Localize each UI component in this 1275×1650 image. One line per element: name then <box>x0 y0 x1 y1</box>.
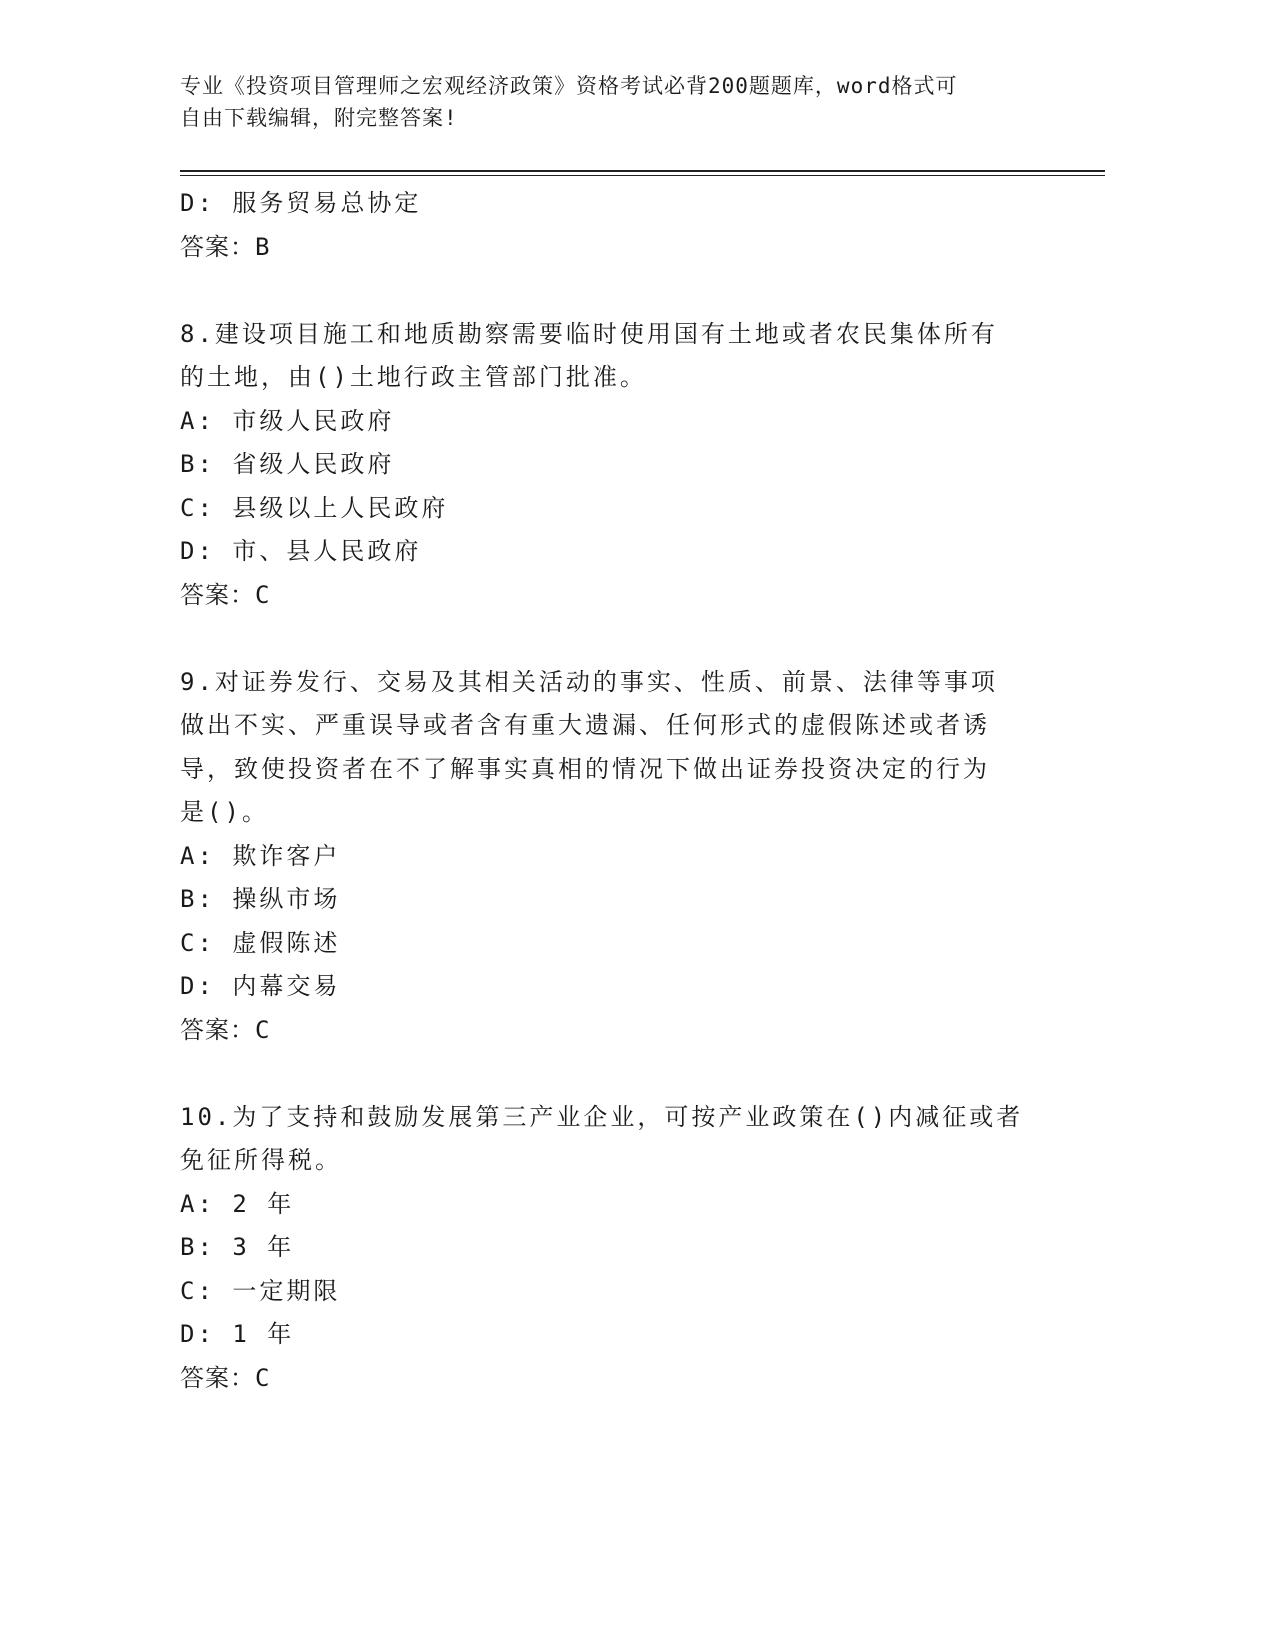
option-c: C: 县级以上人民政府 <box>180 493 449 522</box>
option-b: B: 省级人民政府 <box>180 450 395 478</box>
option-a: A: 2 年 <box>180 1189 295 1218</box>
answer-value: B <box>255 232 271 261</box>
answer-label: 答案： <box>180 580 255 609</box>
answer-value: C <box>255 1015 271 1044</box>
answer-line <box>180 226 1040 270</box>
header-line-1: 专业《投资项目管理师之宏观经济政策》资格考试必背200题题库，word格式可 <box>180 74 958 98</box>
option-d: D: 服务贸易总协定 <box>180 189 422 217</box>
answer-line <box>180 1009 1040 1053</box>
question-9 <box>180 661 1040 1053</box>
option-a: A: 市级人民政府 <box>180 406 395 435</box>
question-stem: 做出不实、严重误导或者含有重大遗漏、任何形式的虚假陈述或者诱 <box>180 711 990 739</box>
option-c: C: 虚假陈述 <box>180 928 341 957</box>
question-7-tail <box>180 182 1040 269</box>
header-rule-bottom <box>180 175 1105 176</box>
answer-line <box>180 1357 1040 1401</box>
document-header <box>180 70 1040 134</box>
question-stem: 8.建设项目施工和地质勘察需要临时使用国有土地或者农民集体所有 <box>180 319 998 348</box>
spacer <box>180 1052 1040 1096</box>
question-stem: 导，致使投资者在不了解事实真相的情况下做出证券投资决定的行为 <box>180 754 990 783</box>
option-c: C: 一定期限 <box>180 1276 341 1305</box>
answer-label: 答案： <box>180 1015 255 1044</box>
header-line-2: 自由下载编辑，附完整答案! <box>180 106 458 130</box>
question-stem: 的土地，由()土地行政主管部门批准。 <box>180 363 647 391</box>
spacer <box>180 269 1040 313</box>
option-a: A: 欺诈客户 <box>180 841 341 870</box>
option-b: B: 3 年 <box>180 1233 295 1261</box>
header-rule-top <box>180 170 1105 172</box>
question-stem: 9.对证券发行、交易及其相关活动的事实、性质、前景、法律等事项 <box>180 667 998 696</box>
answer-value: C <box>255 580 271 609</box>
answer-line <box>180 574 1040 618</box>
question-8 <box>180 313 1040 618</box>
option-b: B: 操纵市场 <box>180 885 341 913</box>
spacer <box>180 617 1040 661</box>
question-stem: 免征所得税。 <box>180 1146 342 1174</box>
answer-value: C <box>255 1363 271 1392</box>
question-stem: 10.为了支持和鼓励发展第三产业企业，可按产业政策在()内减征或者 <box>180 1102 1024 1131</box>
answer-label: 答案： <box>180 1363 255 1392</box>
question-10 <box>180 1096 1040 1401</box>
question-stem: 是()。 <box>180 798 269 826</box>
option-d: D: 市、县人民政府 <box>180 537 422 565</box>
question-list <box>180 182 1040 1400</box>
option-d: D: 1 年 <box>180 1320 295 1348</box>
option-d: D: 内幕交易 <box>180 972 341 1000</box>
answer-label: 答案： <box>180 232 255 261</box>
